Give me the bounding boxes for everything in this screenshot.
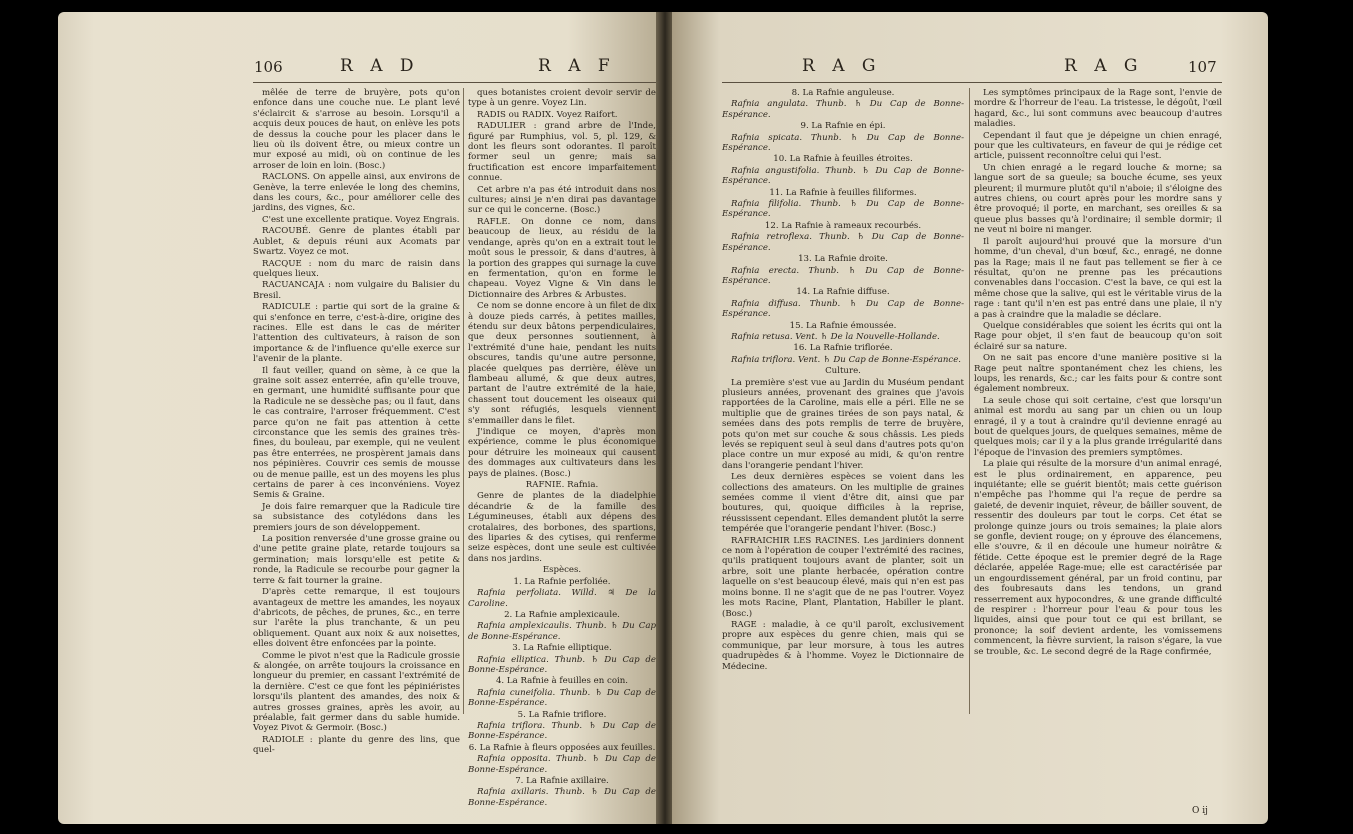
paragraph: Cet arbre n'a pas été introduit dans nos cultures; ainsi je n'en dirai pas davantage sur ce qui le concerne. (Bosc.)	[468, 184, 656, 216]
text-column-2	[468, 88, 656, 809]
paragraph: La position renversée d'une grosse graine ou d'une petite graine plate, retarde toujours sa germination; mais lorsqu'elle est petite & ronde, la Radicule se recourbe pour gagner la terre & fait tourner la graine.	[253, 534, 460, 586]
paragraph: Rafnia filifolia. Thunb. ♄ Du Cap de Bonne-Espérance.	[722, 199, 964, 220]
page-number: 107	[1188, 58, 1217, 76]
paragraph: Rafnia diffusa. Thunb. ♄ Du Cap de Bonne-Espérance.	[722, 298, 964, 320]
paragraph: RACLONS. On appelle ainsi, aux environs de Genève, la terre enlevée le long des chemins, dans les cours, &c., pour améliorer celle des jardins, des vignes, &c.	[253, 172, 460, 214]
paragraph: RAFNIE. Rafnia.	[525, 480, 599, 491]
paragraph: D'après cette remarque, il est toujours avantageux de mettre les amandes, les noyaux d'abricots, de pêches, de prunes, &c., en terre sur l'arête la plus tranchante, & un peu obliquement. Quant aux noix & aux noisettes, elles doivent être enfoncées par la pointe.	[253, 587, 460, 650]
paragraph: Rafnia perfoliata. Willd. ♃ De la Caroline.	[468, 588, 656, 609]
paragraph: RADICULE : partie qui sort de la graine & qui s'enfonce en terre, c'est-à-dire, origine des racines. Elle est dans le cas de mériter l'attention des cultivateurs, à raison de son importance & de l'influence qu'elle exerce sur l'avenir de la plante.	[253, 302, 460, 365]
text-column-1	[722, 88, 964, 673]
paragraph: ques botanistes croient devoir servir de type à un genre. Voyez Lin.	[468, 88, 656, 109]
paragraph: 6. La Rafnie à fleurs opposées aux feuilles.	[468, 742, 656, 753]
paragraph: Rafnia cuneifolia. Thunb. ♄ Du Cap de Bonne-Espérance.	[468, 687, 656, 709]
paragraph: 7. La Rafnie axillaire.	[515, 776, 609, 786]
paragraph: RACQUE : nom du marc de raisin dans quelques lieux.	[253, 258, 460, 279]
paragraph: RAFLE. On donne ce nom, dans beaucoup de lieux, au résidu de la vendange, après qu'on en a extrait tout le moût sous le pressoir, & dans d'autres, à la portion des grappes qui surnage la cuve en fermentation, qu'on en forme le chapeau. Voyez Vigne & Vin dans le Dictionnaire des Arbres & Arbustes.	[468, 216, 656, 300]
paragraph: Rafnia elliptica. Thunb. ♄ Du Cap de Bonne-Espérance.	[468, 654, 656, 675]
open-book	[58, 12, 1298, 830]
paragraph: La première s'est vue au Jardin du Muséum pendant plusieurs années, provenant des graines que j'avois rapportées de la Caroline, mais elle a péri. Elle ne se multiplie que de graines tirées de son pays natal, & semées dans des pots remplis de terre de bruyère, pots qu'on met sur couche & sous châssis. Les pieds levés se repiquent seul à seul dans d'autres pots qu'on place contre un mur exposé au midi, & qu'on rentre dans l'orangerie pendant l'hiver.	[722, 377, 964, 471]
paragraph: Ce nom se donne encore à un filet de dix à douze pieds carrés, à petites mailles, étendu sur deux bâtons perpendiculaires, que deux personnes soutiennent, à l'extrémité d'une haie, pendant les nuits obscures, tandis qu'une autre personne, placée quelques pas derrière, élève un flambeau allumé, & que deux autres, partant de l'autre extrémité de la haie, chassent tout doucement les oiseaux qui s'y sont réfugiés, lesquels viennent s'emmailler dans le filet.	[468, 301, 656, 426]
paragraph: 15. La Rafnie émoussée.	[789, 320, 897, 331]
paragraph: Rafnia oppositа. Thunb. ♄ Du Cap de Bonne-Espérance.	[468, 754, 656, 775]
paragraph: Il faut veiller, quand on sème, à ce que la graine soit assez enterrée, afin qu'elle trouve, en germant, une humidité suffisante pour que la Radicule ne se dessèche pas; ou il faut, dans le cas contraire, l'arroser fréquemment. C'est parce qu'on ne fait pas attention à cette circonstance que les semis des graines très-fines, du bouleau, par exemple, qui ne veulent pas être enterrées, ne prospèrent jamais dans nos pépinières. Couvrir ces semis de mousse ou de menue paille, est un des moyens les plus certains de parer à ces inconvéniens. Voyez Semis & Graine.	[253, 365, 460, 501]
paragraph: La plaie qui résulte de la morsure d'un animal enragé, est le plus ordinairement, en apparence, peu inquiétante; elle se guérit bientôt; mais cette guérison n'empêche pas l'homme qui l'a reçue de perdre sa gaieté, de devenir inquiet, rêveur, de bâiller souvent, de ressentir des douleurs par tout le corps. Cet état se prolonge quinze jours ou trois semaines; la plaie alors se gonfle, devient rouge; on y éprouve des élancemens, elle s'ouvre, & il en découle une humeur noirâtre & fétide. Cette époque est le premier degré de la Rage déclarée, appelée Rage-mue; elle est caractérisée par un engourdissement général, par un froid continu, par des foubresauts dans les tendons, un grand resserrement aux hypocondres, & une grande difficulté de respirer : l'horreur pour l'eau & pour tous les liquides, ainsi que pour tout ce qui est brillant, se prononce; la soif devient ardente, les vomissemens commencent, la fièvre survient, la raison s'égare, la vue se trouble, &c. Le second degré de la Rage confirmée,	[974, 459, 1222, 657]
paragraph: Un chien enragé a le regard louche & morne; sa langue sort de sa gueule; sa bouche écume, ses yeux pleurent; il murmure plutôt qu'il n'aboie; il s'éloigne des autres chiens, ou court après pour les mordre sans y être provoqué; il porte, en marchant, ses oreilles & sa queue plus basses qu'à l'ordinaire; il semble dormir; il ne veut ni boire ni manger.	[974, 162, 1222, 236]
signature-mark: O ij	[1192, 806, 1208, 816]
paragraph: 1. La Rafnie perfoliée.	[513, 576, 611, 587]
running-header-left: R A D	[340, 56, 420, 76]
header-rule	[253, 82, 656, 83]
paragraph: 11. La Rafnie à feuilles filiformes.	[769, 187, 917, 198]
paragraph: 16. La Rafnie triflorée.	[793, 343, 893, 354]
page-number: 106	[254, 58, 283, 76]
paragraph: 9. La Rafnie en épi.	[800, 121, 886, 132]
text-column-2	[974, 88, 1222, 658]
paragraph: 12. La Rafnie à rameaux recourbés.	[764, 220, 922, 231]
paragraph: Rafnia spicata. Thunb. ♄ Du Cap de Bonne-Espérance.	[722, 132, 964, 154]
paragraph: Je dois faire remarquer que la Radicule tire sa subsistance des cotylédons dans les premiers jours de son développement.	[253, 501, 460, 533]
paragraph: Culture.	[825, 366, 861, 377]
paragraph: RADULIER : grand arbre de l'Inde, figuré par Rumphius, vol. 5, pl. 129, & dont les fleurs sont odorantes. Il paroît former seul un genre; mais sa fructification est encore imparfaitement connue.	[468, 121, 656, 184]
paragraph: Il paroît aujourd'hui prouvé que la morsure d'un homme, d'un cheval, d'un bœuf, &c., enragé, ne donne pas la Rage; mais il ne faut pas tellement se fier à ce résultat, qu'on ne prenne pas les précautions convenables dans l'occasion. C'est la bave, ce qui est la même chose que la salive, qui est le véritable virus de la rage : tant qu'il n'en est pas entré dans une plaie, il n'y a pas à craindre que la maladie se déclare.	[974, 236, 1222, 320]
header-rule	[722, 82, 1222, 83]
text-column-1	[253, 88, 460, 757]
paragraph: 13. La Rafnie droite.	[798, 254, 888, 265]
paragraph: Rafnia triflora. Thunb. ♄ Du Cap de Bonne-Espérance.	[468, 720, 656, 742]
paragraph: Rafnia angulata. Thunb. ♄ Du Cap de Bonne-Espérance.	[722, 99, 964, 120]
paragraph: 10. La Rafnie à feuilles étroites.	[773, 154, 913, 165]
paragraph: Espèces.	[542, 565, 582, 576]
paragraph: C'est une excellente pratique. Voyez Engrais.	[262, 214, 460, 225]
paragraph: 14. La Rafnie diffuse.	[796, 287, 890, 298]
paragraph: J'indique ce moyen, d'après mon expérience, comme le plus économique pour détruire les moineaux qui causent des dommages aux cultivateurs dans les pays de plaines. (Bosc.)	[468, 427, 656, 479]
paragraph: 2. La Rafnie amplexicaule.	[504, 609, 620, 620]
paragraph: Rafnia retusa. Vent. ♄ De la Nouvelle-Hollande.	[731, 331, 940, 342]
column-divider	[969, 88, 970, 714]
paragraph: Quelque considérables que soient les écrits qui ont la Rage pour objet, il s'en faut de beaucoup qu'on soit éclairé sur sa nature.	[974, 320, 1222, 352]
paragraph: On ne sait pas encore d'une manière positive si la Rage peut naître spontanément chez les chiens, les loups, les renards, &c.; car les faits pour & contre sont également nombreux.	[974, 353, 1222, 395]
paragraph: 3. La Rafnie elliptique.	[512, 643, 612, 654]
paragraph: Rafnia triflora. Vent. ♄ Du Cap de Bonne-Espérance.	[731, 354, 962, 365]
paragraph: RAGE : maladie, à ce qu'il paroît, exclusivement propre aux espèces du genre chien, mais qui se communique, par leur morsure, à tous les autres quadrupèdes & à l'homme. Voyez le Dictionnaire de Médecine.	[722, 619, 964, 672]
paragraph: Les deux dernières espèces se voient dans les collections des amateurs. On les multiplie de graines semées comme il vient d'être dit, ainsi que par boutures, qui, quoique difficiles à la reprise, réussissent cependant. Elles demandent plutôt la serre tempérée que l'orangerie pendant l'hiver. (Bosc.)	[722, 472, 964, 535]
paragraph: Rafnia erecta. Thunb. ♄ Du Cap de Bonne-Espérance.	[722, 265, 964, 286]
paragraph: Rafnia axillaris. Thunb. ♄ Du Cap de Bonne-Espérance.	[468, 787, 656, 808]
paragraph: RACUANCAJA : nom vulgaire du Balisier du Bresil.	[253, 280, 460, 301]
paragraph: mêlée de terre de bruyère, pots qu'on enfonce dans une couche nue. Le plant levé s'éclaircit & s'arrose au besoin. Lorsqu'il a acquis deux pouces de haut, on enlève les pots de dessus la couche pour les placer dans le lieu où ils doivent être, ou mieux contre un mur exposé au midi, où on continue de les arroser de loin en loin. (Bosc.)	[253, 88, 460, 171]
paragraph: 5. La Rafnie triflore.	[517, 709, 607, 720]
paragraph: RAFRAICHIR LES RACINES. Les jardiniers donnent ce nom à l'opération de couper l'extrémité des racines, qu'ils pratiquent toujours avant de planter, soit un arbre, soit une plante herbacée, opération contre laquelle on s'est beaucoup élevé, mais qui n'en est pas moins bonne. Il ne s'agit que de ne pas l'outrer. Voyez les mots Racine, Plant, Plantation, Habiller le plant. (Bosc.)	[722, 535, 964, 619]
left-page	[58, 12, 658, 824]
paragraph: Rafnia angustifolia. Thunb. ♄ Du Cap de Bonne-Espérance.	[722, 165, 964, 187]
paragraph: RADIOLE : plante du genre des lins, que quel-	[253, 734, 460, 756]
paragraph: 4. La Rafnie à feuilles en coin.	[495, 676, 629, 687]
paragraph: La seule chose qui soit certaine, c'est que lorsqu'un animal est mordu au sang par un chien ou un loup enragé, il y a tout à craindre qu'il devienne enragé au bout de quelques jours, de quelques semaines, même de quelques mois; car il y a la plus grande irrégularité dans l'époque de l'invasion des premiers symptômes.	[974, 395, 1222, 458]
column-divider	[463, 88, 464, 714]
running-header-right: R A G	[1064, 56, 1144, 76]
running-header-right: R A F	[538, 56, 616, 76]
paragraph: Rafnia amplexicaulis. Thunb. ♄ Du Cap de Bonne-Espérance.	[468, 621, 656, 642]
paragraph: RADIS ou RADIX. Voyez Raifort.	[477, 109, 618, 120]
paragraph: 8. La Rafnie anguleuse.	[791, 88, 895, 98]
running-header-left: R A G	[802, 56, 882, 76]
paragraph: Comme le pivot n'est que la Radicule grossie & alongée, on arrête toujours la croissance en longueur du premier, en cassant l'extrémité de la dernière. C'est ce que font les pépiniéristes lorsqu'ils plantent des amandes, des noix & autres grosses graines, après les avoir, au préalable, fait germer dans du sable humide. Voyez Pivot & Germoir. (Bosc.)	[253, 650, 460, 734]
paragraph: Rafnia retroflexa. Thunb. ♄ Du Cap de Bonne-Espérance.	[722, 232, 964, 253]
paragraph: RACOUBÉ. Genre de plantes établi par Aublet, & depuis réuni aux Acomats par Swartz. Voyez ce mot.	[253, 226, 460, 258]
paragraph: Genre de plantes de la diadelphie décandrie & de la famille des Légumineuses, établi aux dépens des crotalaires, des borbones, des spartions, des liparies & des cytises, qui renferme seize espèces, dont une seule est cultivée dans nos jardins.	[468, 491, 656, 564]
paragraph: Les symptômes principaux de la Rage sont, l'envie de mordre & l'horreur de l'eau. La tristesse, le dégoût, l'œil hagard, &c., lui sont communs avec beaucoup d'autres maladies.	[974, 88, 1222, 130]
right-page	[672, 12, 1268, 824]
paragraph: Cependant il faut que je dépeigne un chien enragé, pour que les cultivateurs, en faveur de qui je rédige cet article, puissent reconnoître celui qui l'est.	[974, 130, 1222, 162]
